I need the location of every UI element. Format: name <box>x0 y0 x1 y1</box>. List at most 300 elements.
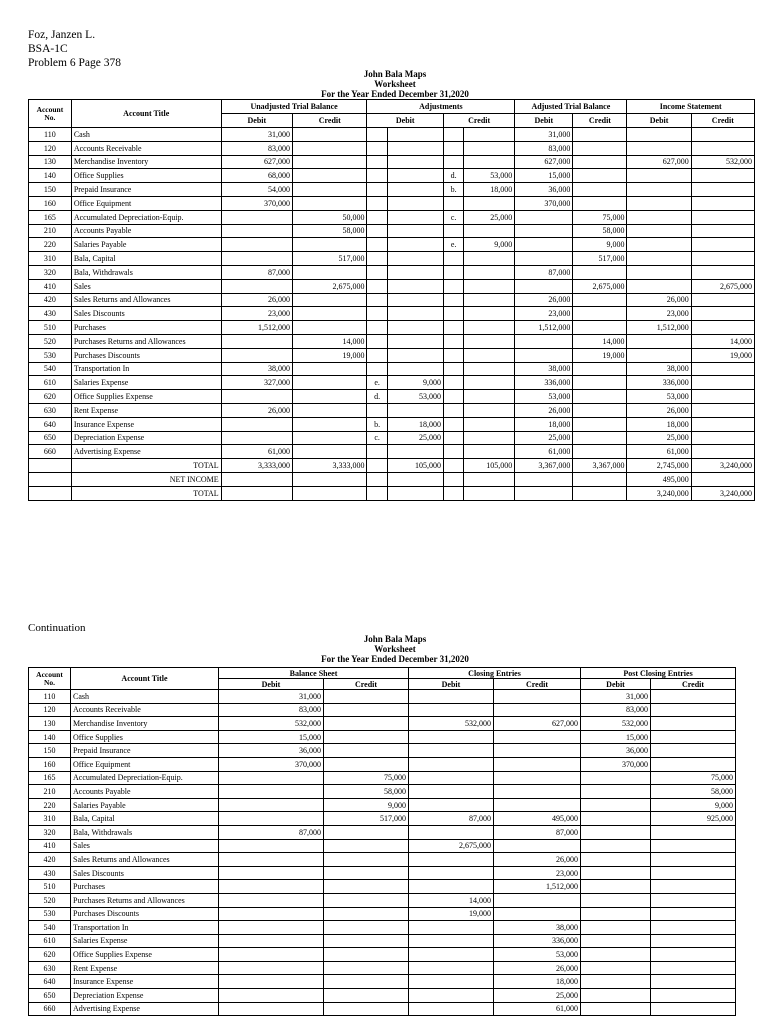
table-row <box>29 717 736 731</box>
pc-credit <box>651 961 736 975</box>
account-title: Accounts Payable <box>71 785 219 799</box>
table-row <box>29 907 736 921</box>
adj-debit-letter <box>367 334 387 348</box>
adj-debit <box>387 486 443 500</box>
atb-debit <box>515 252 573 266</box>
account-no: 540 <box>29 921 71 935</box>
account-no: 310 <box>29 252 72 266</box>
is-debit <box>627 224 691 238</box>
table-row <box>29 785 736 799</box>
utb-debit: 68,000 <box>221 169 292 183</box>
account-title: Accounts Receivable <box>71 703 219 717</box>
bs-credit <box>324 948 409 962</box>
adj-debit-letter <box>367 321 387 335</box>
col-pc-credit: Credit <box>651 679 736 690</box>
pc-credit <box>651 1002 736 1016</box>
bs-credit <box>324 757 409 771</box>
bs-debit: 15,000 <box>219 730 324 744</box>
adj-debit <box>387 321 443 335</box>
is-debit <box>627 279 691 293</box>
account-title: Purchases Discounts <box>71 907 219 921</box>
adj-credit: 105,000 <box>464 459 515 473</box>
account-title: Prepaid Insurance <box>71 183 221 197</box>
utb-credit <box>293 183 367 197</box>
table-row <box>29 812 736 826</box>
adj-debit <box>387 279 443 293</box>
pc-credit: 58,000 <box>651 785 736 799</box>
table-row <box>29 279 755 293</box>
ce-credit <box>494 757 581 771</box>
adj-debit <box>387 169 443 183</box>
pc-debit <box>581 798 651 812</box>
atb-credit: 2,675,000 <box>573 279 627 293</box>
table-row <box>29 486 755 500</box>
is-credit <box>691 307 754 321</box>
bs-credit <box>324 825 409 839</box>
adj-credit <box>464 293 515 307</box>
table-row <box>29 403 755 417</box>
continuation-table <box>28 667 736 1016</box>
utb-credit <box>293 376 367 390</box>
atb-credit <box>573 445 627 459</box>
account-no: 630 <box>29 403 72 417</box>
account-no: 430 <box>29 866 71 880</box>
ce-credit: 87,000 <box>494 825 581 839</box>
bs-debit <box>219 961 324 975</box>
utb-credit <box>293 141 367 155</box>
account-title: Advertising Expense <box>71 445 221 459</box>
account-title: Sales Discounts <box>71 866 219 880</box>
ce-debit <box>409 785 494 799</box>
bs-debit: 83,000 <box>219 703 324 717</box>
worksheet-label: Worksheet <box>374 79 416 89</box>
pc-credit <box>651 839 736 853</box>
col-balance-sheet: Balance Sheet <box>219 668 409 679</box>
pc-debit <box>581 785 651 799</box>
utb-debit: 87,000 <box>221 265 292 279</box>
atb-debit: 83,000 <box>515 141 573 155</box>
utb-debit: 83,000 <box>221 141 292 155</box>
bs-credit <box>324 921 409 935</box>
atb-credit <box>573 403 627 417</box>
is-credit <box>691 128 754 142</box>
bs-credit <box>324 1002 409 1016</box>
adj-debit-letter: e. <box>367 376 387 390</box>
ce-credit: 336,000 <box>494 934 581 948</box>
account-title: Sales <box>71 839 219 853</box>
table-row <box>29 445 755 459</box>
adj-debit-letter <box>367 141 387 155</box>
table-row <box>29 771 736 785</box>
table-row <box>29 210 755 224</box>
is-credit <box>691 390 754 404</box>
ce-debit <box>409 771 494 785</box>
account-no: 520 <box>29 893 71 907</box>
adj-credit <box>464 128 515 142</box>
adj-credit-letter <box>443 128 463 142</box>
account-title: Accounts Payable <box>71 224 221 238</box>
pc-debit <box>581 921 651 935</box>
ce-credit: 495,000 <box>494 812 581 826</box>
adj-credit <box>464 141 515 155</box>
company-name: John Bala Maps <box>363 634 427 644</box>
is-debit <box>627 210 691 224</box>
account-title: Purchases <box>71 321 221 335</box>
ce-debit: 19,000 <box>409 907 494 921</box>
adj-debit-letter <box>367 169 387 183</box>
atb-debit: 23,000 <box>515 307 573 321</box>
worksheet-table <box>28 99 755 501</box>
pc-debit <box>581 825 651 839</box>
account-no: 430 <box>29 307 72 321</box>
table-row <box>29 459 755 473</box>
col-utb-credit: Credit <box>293 114 367 128</box>
table-row <box>29 757 736 771</box>
atb-credit <box>573 376 627 390</box>
pc-debit <box>581 880 651 894</box>
account-no <box>29 486 72 500</box>
table-row <box>29 362 755 376</box>
ce-credit <box>494 690 581 704</box>
utb-credit: 3,333,000 <box>293 459 367 473</box>
ce-debit <box>409 934 494 948</box>
bs-credit <box>324 744 409 758</box>
is-credit: 19,000 <box>691 348 754 362</box>
utb-debit: 31,000 <box>221 128 292 142</box>
account-title: Bala, Withdrawals <box>71 825 219 839</box>
ce-debit: 532,000 <box>409 717 494 731</box>
table-row <box>29 376 755 390</box>
is-credit: 14,000 <box>691 334 754 348</box>
adj-credit <box>464 403 515 417</box>
account-title: Sales Returns and Allowances <box>71 853 219 867</box>
utb-debit: 23,000 <box>221 307 292 321</box>
worksheet-title-block <box>280 69 510 99</box>
is-debit: 25,000 <box>627 431 691 445</box>
pc-debit <box>581 853 651 867</box>
account-title: Depreciation Expense <box>71 431 221 445</box>
pc-credit <box>651 921 736 935</box>
utb-credit <box>293 486 367 500</box>
col-pc-debit: Debit <box>581 679 651 690</box>
adj-credit-letter <box>443 431 463 445</box>
ce-debit <box>409 866 494 880</box>
table-row <box>29 975 736 989</box>
atb-credit <box>573 472 627 486</box>
account-no: 650 <box>29 989 71 1003</box>
ce-debit <box>409 989 494 1003</box>
is-credit <box>691 210 754 224</box>
adj-credit-letter <box>443 196 463 210</box>
atb-credit: 75,000 <box>573 210 627 224</box>
account-title: Insurance Expense <box>71 975 219 989</box>
ce-credit: 23,000 <box>494 866 581 880</box>
is-debit <box>627 183 691 197</box>
adj-credit <box>464 445 515 459</box>
bs-debit: 36,000 <box>219 744 324 758</box>
table-row <box>29 431 755 445</box>
pc-credit <box>651 690 736 704</box>
is-credit <box>691 321 754 335</box>
pc-debit <box>581 934 651 948</box>
adj-debit-letter <box>367 459 387 473</box>
table-row <box>29 703 736 717</box>
atb-debit: 3,367,000 <box>515 459 573 473</box>
table-row <box>29 224 755 238</box>
table-row <box>29 348 755 362</box>
bs-debit <box>219 839 324 853</box>
pc-debit <box>581 866 651 880</box>
pc-credit <box>651 757 736 771</box>
is-debit: 1,512,000 <box>627 321 691 335</box>
account-title: TOTAL <box>71 459 221 473</box>
adj-debit-letter <box>367 348 387 362</box>
adj-debit <box>387 307 443 321</box>
worksheet-label: Worksheet <box>374 644 416 654</box>
utb-debit <box>221 431 292 445</box>
table-row <box>29 293 755 307</box>
adj-debit <box>387 348 443 362</box>
bs-debit <box>219 921 324 935</box>
bs-credit: 9,000 <box>324 798 409 812</box>
atb-credit: 14,000 <box>573 334 627 348</box>
ce-credit: 26,000 <box>494 961 581 975</box>
adj-debit <box>387 224 443 238</box>
atb-credit <box>573 169 627 183</box>
utb-credit <box>293 431 367 445</box>
table-row <box>29 921 736 935</box>
utb-credit <box>293 362 367 376</box>
col-bs-credit: Credit <box>324 679 409 690</box>
account-no: 140 <box>29 169 72 183</box>
utb-credit <box>293 321 367 335</box>
table-row <box>29 334 755 348</box>
pc-debit: 370,000 <box>581 757 651 771</box>
atb-debit: 38,000 <box>515 362 573 376</box>
ce-credit: 38,000 <box>494 921 581 935</box>
utb-credit: 2,675,000 <box>293 279 367 293</box>
table-row <box>29 321 755 335</box>
pc-credit <box>651 730 736 744</box>
atb-credit <box>573 293 627 307</box>
account-no: 120 <box>29 141 72 155</box>
is-debit: 18,000 <box>627 417 691 431</box>
ce-credit <box>494 703 581 717</box>
col-unadjusted-trial-balance: Unadjusted Trial Balance <box>221 100 367 114</box>
adj-debit-letter <box>367 403 387 417</box>
col-is-debit: Debit <box>627 114 691 128</box>
col-closing-entries: Closing Entries <box>409 668 581 679</box>
atb-credit <box>573 307 627 321</box>
bs-credit <box>324 690 409 704</box>
bs-debit <box>219 975 324 989</box>
ce-debit <box>409 825 494 839</box>
utb-credit <box>293 307 367 321</box>
adj-debit-letter <box>367 265 387 279</box>
atb-credit: 3,367,000 <box>573 459 627 473</box>
pc-debit <box>581 907 651 921</box>
adj-credit-letter <box>443 293 463 307</box>
pc-credit: 9,000 <box>651 798 736 812</box>
utb-debit <box>221 472 292 486</box>
adj-credit <box>464 348 515 362</box>
table-row <box>29 825 736 839</box>
adj-credit <box>464 362 515 376</box>
bs-debit <box>219 853 324 867</box>
adj-credit-letter <box>443 445 463 459</box>
table-row <box>29 196 755 210</box>
atb-credit <box>573 417 627 431</box>
account-no: 620 <box>29 390 72 404</box>
utb-credit <box>293 169 367 183</box>
utb-debit <box>221 252 292 266</box>
pc-credit <box>651 717 736 731</box>
table-row <box>29 893 736 907</box>
account-title: Purchases Returns and Allowances <box>71 893 219 907</box>
adj-debit: 9,000 <box>387 376 443 390</box>
ce-debit <box>409 961 494 975</box>
adj-credit-letter <box>443 265 463 279</box>
account-title: NET INCOME <box>71 472 221 486</box>
adj-credit-letter: b. <box>443 183 463 197</box>
is-debit <box>627 169 691 183</box>
bs-credit <box>324 961 409 975</box>
is-credit <box>691 417 754 431</box>
account-title: Office Supplies Expense <box>71 948 219 962</box>
company-name: John Bala Maps <box>363 69 427 79</box>
adj-credit <box>464 486 515 500</box>
table-row <box>29 128 755 142</box>
account-no: 630 <box>29 961 71 975</box>
is-debit <box>627 348 691 362</box>
adj-credit-letter <box>443 321 463 335</box>
adj-credit <box>464 472 515 486</box>
account-no: 120 <box>29 703 71 717</box>
pc-debit <box>581 989 651 1003</box>
adj-debit <box>387 334 443 348</box>
account-no: 165 <box>29 771 71 785</box>
ce-credit <box>494 744 581 758</box>
account-no: 420 <box>29 853 71 867</box>
bs-debit <box>219 798 324 812</box>
utb-debit <box>221 417 292 431</box>
utb-debit: 3,333,000 <box>221 459 292 473</box>
ce-debit <box>409 853 494 867</box>
account-title: Salaries Expense <box>71 376 221 390</box>
adj-debit <box>387 128 443 142</box>
ce-debit <box>409 798 494 812</box>
account-title: Office Equipment <box>71 196 221 210</box>
atb-debit: 25,000 <box>515 431 573 445</box>
worksheet-title-block-2 <box>280 634 510 664</box>
utb-credit <box>293 403 367 417</box>
table-row <box>29 472 755 486</box>
table-row <box>29 866 736 880</box>
account-no: 220 <box>29 798 71 812</box>
is-debit <box>627 141 691 155</box>
account-no: 410 <box>29 839 71 853</box>
atb-credit <box>573 486 627 500</box>
atb-debit: 18,000 <box>515 417 573 431</box>
atb-credit <box>573 362 627 376</box>
account-no: 610 <box>29 376 72 390</box>
adj-credit-letter <box>443 362 463 376</box>
ce-credit <box>494 839 581 853</box>
account-title: Cash <box>71 690 219 704</box>
col-bs-debit: Debit <box>219 679 324 690</box>
col-utb-debit: Debit <box>221 114 292 128</box>
table-row <box>29 169 755 183</box>
col-is-credit: Credit <box>691 114 754 128</box>
adj-credit <box>464 431 515 445</box>
account-no: 160 <box>29 757 71 771</box>
account-title: Office Supplies <box>71 169 221 183</box>
col-income-statement: Income Statement <box>627 100 755 114</box>
adj-credit <box>464 307 515 321</box>
pc-debit: 36,000 <box>581 744 651 758</box>
adj-credit <box>464 155 515 169</box>
adj-credit: 18,000 <box>464 183 515 197</box>
bs-credit <box>324 853 409 867</box>
atb-credit <box>573 128 627 142</box>
account-title: Purchases Returns and Allowances <box>71 334 221 348</box>
adj-debit <box>387 362 443 376</box>
utb-debit <box>221 279 292 293</box>
adj-credit-letter <box>443 155 463 169</box>
ce-debit <box>409 948 494 962</box>
ce-credit <box>494 907 581 921</box>
is-credit <box>691 141 754 155</box>
is-debit <box>627 238 691 252</box>
atb-debit <box>515 238 573 252</box>
adj-credit-letter <box>443 279 463 293</box>
ce-debit: 2,675,000 <box>409 839 494 853</box>
adj-debit <box>387 183 443 197</box>
ce-credit: 61,000 <box>494 1002 581 1016</box>
atb-debit: 26,000 <box>515 403 573 417</box>
adj-debit <box>387 141 443 155</box>
account-title: Transportation In <box>71 921 219 935</box>
worksheet-period: For the Year Ended December 31,2020 <box>321 654 469 664</box>
pc-debit <box>581 961 651 975</box>
account-title: Cash <box>71 128 221 142</box>
student-section: BSA-1C <box>28 43 68 55</box>
utb-credit <box>293 128 367 142</box>
utb-debit: 26,000 <box>221 403 292 417</box>
adj-credit-letter <box>443 390 463 404</box>
col-account-title: Account Title <box>71 668 219 690</box>
utb-debit <box>221 334 292 348</box>
col-atb-debit: Debit <box>515 114 573 128</box>
adj-debit <box>387 293 443 307</box>
worksheet-period: For the Year Ended December 31,2020 <box>321 89 469 99</box>
col-adjustments: Adjustments <box>367 100 515 114</box>
account-title: Rent Expense <box>71 961 219 975</box>
account-title: Bala, Withdrawals <box>71 265 221 279</box>
adj-debit-letter <box>367 279 387 293</box>
adj-credit <box>464 265 515 279</box>
account-title: Merchandise Inventory <box>71 717 219 731</box>
is-credit <box>691 431 754 445</box>
is-debit: 38,000 <box>627 362 691 376</box>
table-row <box>29 155 755 169</box>
is-debit: 495,000 <box>627 472 691 486</box>
adj-credit-letter <box>443 252 463 266</box>
table-row <box>29 880 736 894</box>
utb-debit: 54,000 <box>221 183 292 197</box>
utb-debit: 26,000 <box>221 293 292 307</box>
utb-debit <box>221 224 292 238</box>
